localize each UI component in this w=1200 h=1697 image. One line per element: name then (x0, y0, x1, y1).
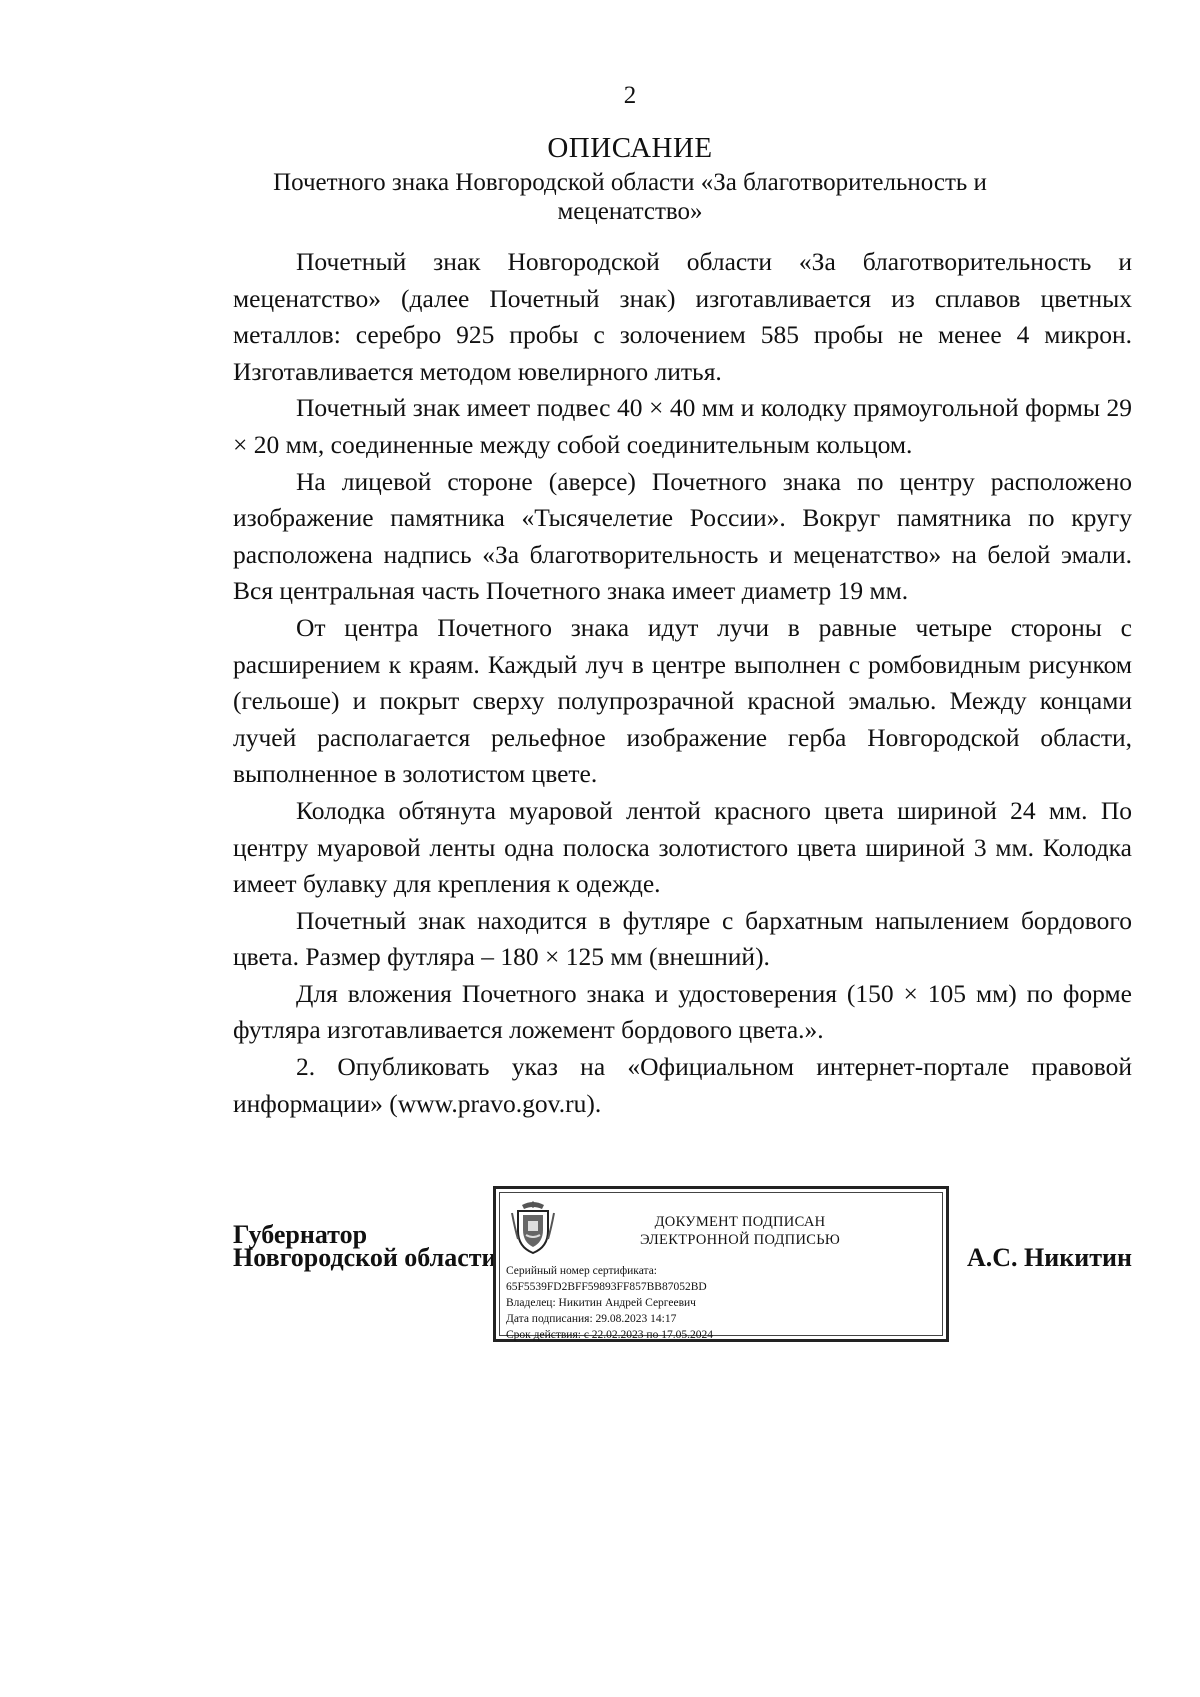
signing-date: Дата подписания: 29.08.2023 14:17 (506, 1313, 677, 1325)
paragraph-case: Почетный знак находится в футляре с бархатным напылением бордового цвета. Размер футляра – 180 × 125 мм (внешний). (233, 905, 1132, 972)
stamp-heading-line-2: ЭЛЕКТРОННОЙ ПОДПИСЬЮ (639, 1232, 841, 1248)
paragraph-ribbon: Колодка обтянута муаровой лентой красного цвета шириной 24 мм. По центру муаровой ленты одна полоска золотистого цвета шириной 3 мм. Колодка имеет булавку для крепления к одежде. (233, 795, 1132, 899)
certificate-serial-value: 65F5539FD2BFF59893FF857BB87052BD (506, 1281, 707, 1293)
subtitle-line-2: меценатство» (557, 198, 703, 225)
certificate-owner: Владелец: Никитин Андрей Сергеевич (506, 1297, 696, 1309)
document-title: ОПИСАНИЕ (547, 132, 713, 164)
paragraph-dimensions: Почетный знак имеет подвес 40 × 40 мм и колодку прямоугольной формы 29 × 20 мм, соединенные между собой соединительным кольцом. (233, 393, 1132, 459)
signatory-position (233, 1220, 497, 1272)
paragraph-rays: От центра Почетного знака идут лучи в равные четыре стороны с расширением к краям. Каждый луч в центре выполнен с ромбовидным рисунком (гельоше) и покрыт сверху полупрозрачной красной эмалью. Между концами лучей располагается рельефное изображение герба Новгородской области, выполненное в золотистом цвете. (233, 612, 1132, 789)
stamp-heading (580, 1213, 900, 1249)
certificate-serial-label: Серийный номер сертификата: (506, 1265, 657, 1277)
paragraph-publish: 2. Опубликовать указ на «Официальном интернет-портале правовой информации» (www.pravo.gov.ru). (233, 1052, 1132, 1118)
paragraph-insert: Для вложения Почетного знака и удостоверения (150 × 105 мм) по форме футляра изготавливается ложемент бордового цвета.». (233, 978, 1132, 1045)
signatory-name: А.С. Никитин (967, 1243, 1132, 1272)
signatory-position-line-2: Новгородской области (233, 1243, 497, 1272)
paragraph-obverse: На лицевой стороне (аверсе) Почетного знака по центру расположено изображение памятника «Тысячелетие России». Вокруг памятника по кругу расположена надпись «За благотворительность и меценатство» на белой эмали. Вся центральная часть Почетного знака имеет диаметр 19 мм. (233, 466, 1132, 606)
electronic-signature-stamp (493, 1186, 949, 1342)
subtitle-line-1: Почетного знака Новгородской области «За благотворительность и (273, 169, 987, 196)
certificate-validity: Срок действия: с 22.02.2023 по 17.05.2024 (506, 1329, 713, 1341)
stamp-details (506, 1263, 713, 1343)
stamp-heading-line-1: ДОКУМЕНТ ПОДПИСАН (654, 1214, 826, 1230)
signatory-position-line-1: Губернатор (233, 1220, 368, 1249)
page-number: 2 (623, 82, 637, 109)
document-body (233, 244, 1132, 1122)
document-subtitle (0, 168, 1200, 226)
stamp-inner-frame (499, 1192, 943, 1341)
coat-of-arms-icon (510, 1199, 556, 1255)
paragraph-material: Почетный знак Новгородской области «За благотворительность и меценатство» (далее Почетный знак) изготавливается из сплавов цветных металлов: серебро 925 пробы с золочением 585 пробы не менее 4 микрон. Изготавливается методом ювелирного литья. (233, 247, 1132, 386)
